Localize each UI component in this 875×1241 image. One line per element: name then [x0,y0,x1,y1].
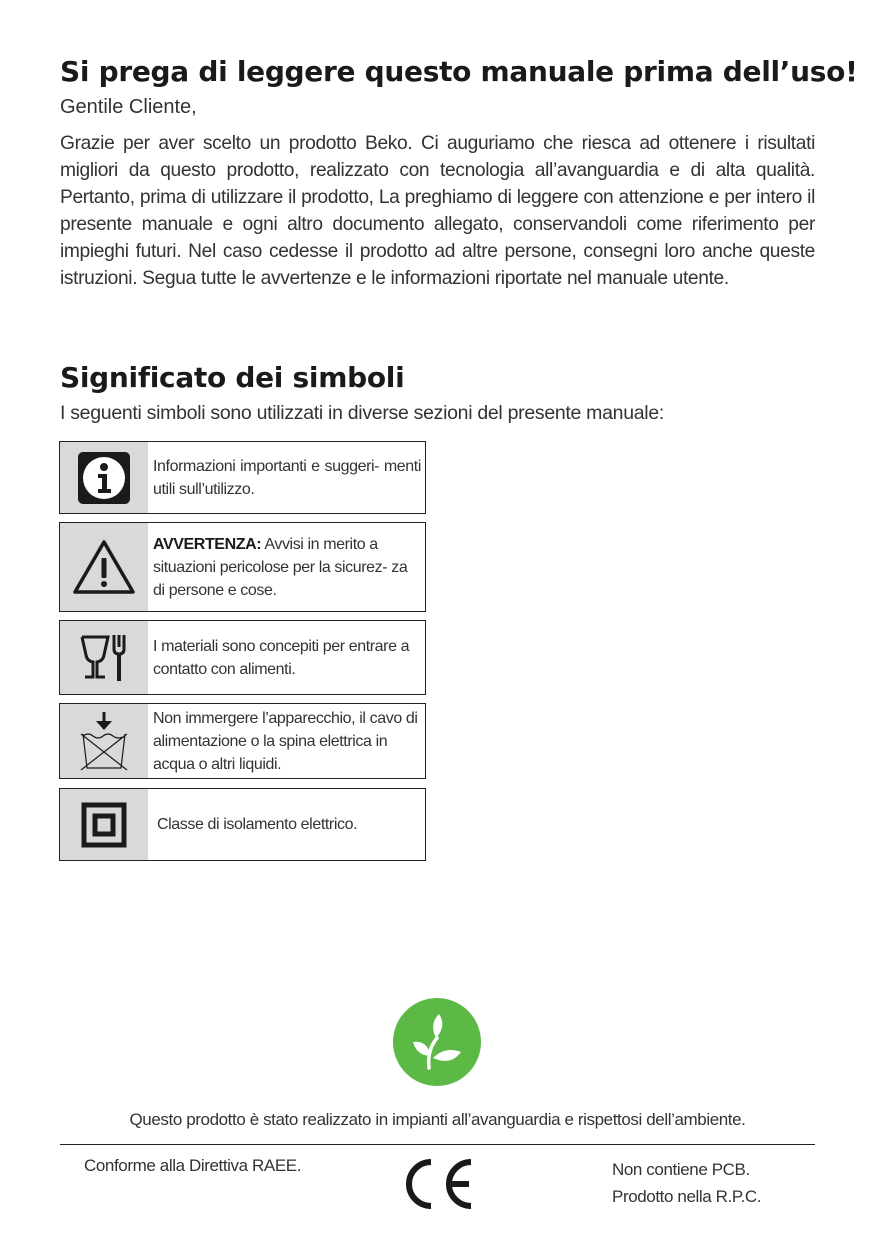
symbol-row-do-not-immerse [59,703,426,779]
pcb-notice [612,1156,761,1210]
symbol-row-food-contact [59,620,426,695]
eco-leaf-icon [393,998,481,1091]
symbol-text-info: Informazioni importanti e suggeri- menti utili sull’utilizzo. [153,457,421,498]
info-icon [60,442,148,513]
symbol-row-insulation-class [59,788,426,861]
symbol-row-warning [59,522,426,612]
raee-compliance: Conforme alla Direttiva RAEE. [84,1156,302,1175]
pcb-line-1: Non contiene PCB. [612,1160,750,1179]
symbol-text-insulation-class: Classe di isolamento elettrico. [157,816,358,833]
footer-divider [60,1144,815,1145]
intro-paragraph: Grazie per aver scelto un prodotto Beko. Ci auguriamo che riesca ad ottenere i risultati migliori da questo prodotto, realizzato con tecnologia all’avanguardia e di alta qualità. Pertanto, prima di utilizzare il prodotto, La preghiamo di leggere con attenzione e per intero il presente manuale e ogni altro documento allegato, conservandoli come riferimento per impieghi futuri. Nel caso cedesse il prodotto ad altre persone, consegni loro anche queste istruzioni. Segua tutte le avvertenze e le informazioni riportate nel manuale utente. [60,133,815,290]
insulation-class-icon [60,789,148,860]
symbol-text-food-contact: I materiali sono concepiti per entrare a contatto con alimenti. [153,637,410,678]
ce-mark-icon [398,1156,476,1217]
symbol-text-do-not-immerse: Non immergere l’apparecchio, il cavo di alimentazione o la spina elettrica in acqua o altri liquidi. [153,709,418,773]
do-not-immerse-icon [60,704,148,778]
greeting: Gentile Cliente, [60,96,197,118]
symbol-text-warning: AVVERTENZA: Avvisi in merito a situazioni pericolose per la sicurez- za di persone e cose. [153,535,408,599]
food-contact-icon [60,621,148,694]
pcb-line-2: Prodotto nella R.P.C. [612,1187,762,1206]
warning-label: AVVERTENZA: [153,535,262,553]
symbols-intro: I seguenti simboli sono utilizzati in diverse sezioni del presente manuale: [60,402,665,424]
warning-icon [60,523,148,611]
symbols-heading: Significato dei simboli [60,361,405,394]
page-title: Si prega di leggere questo manuale prima dell’uso! [60,55,858,88]
symbol-row-info [59,441,426,514]
eco-claim: Questo prodotto è stato realizzato in impianti all’avanguardia e rispettosi dell’ambiente. [129,1110,746,1129]
